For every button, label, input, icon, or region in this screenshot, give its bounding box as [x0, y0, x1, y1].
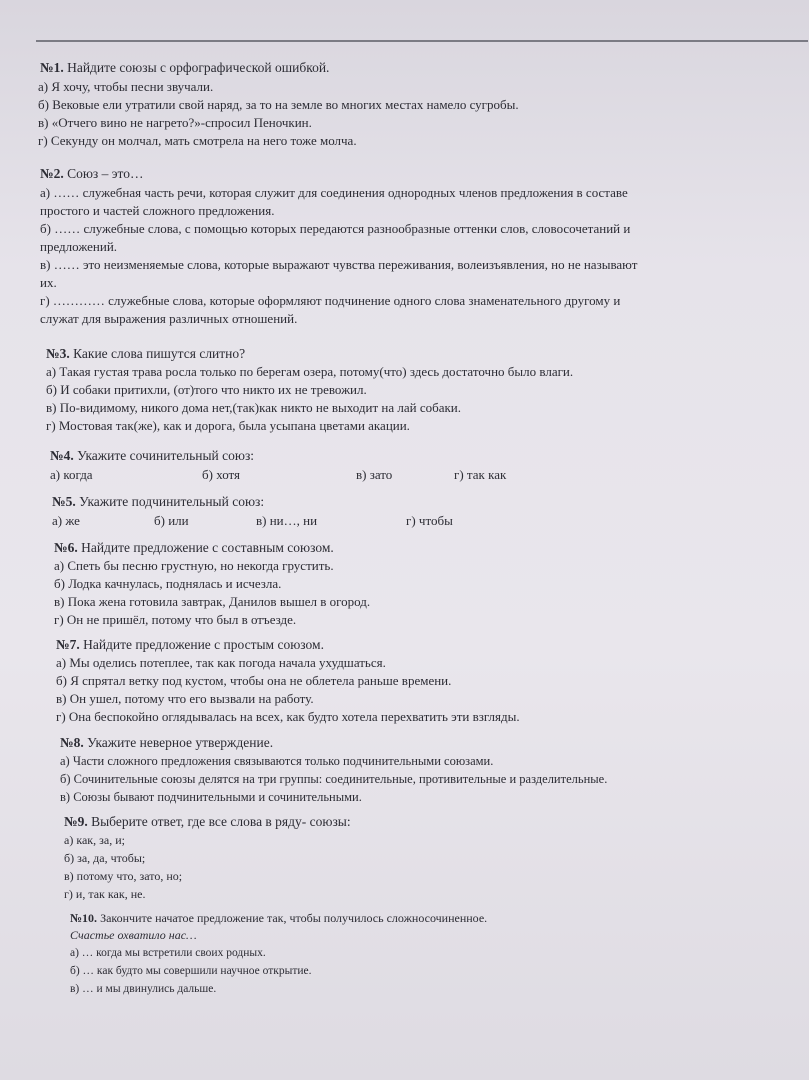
question-9-number: №9. — [64, 814, 88, 829]
option-d-line-1: г) ………… служебные слова, которые оформляют подчинение одного слова знаменательного другому и — [40, 293, 621, 308]
option-c: в) Он ушел, потому что его вызвали на работу. — [56, 691, 314, 706]
option-a: а) Части сложного предложения связываются только подчинительными союзами. — [60, 754, 494, 768]
question-1-title — [40, 60, 809, 76]
option-a: а) Спеть бы песню грустную, но некогда грустить. — [54, 558, 334, 573]
question-5-title — [52, 494, 809, 510]
option-a-line-2: простого и частей сложного предложения. — [40, 203, 275, 218]
question-4-title — [50, 448, 809, 464]
header-rule — [36, 40, 808, 42]
question-2-text: Союз – это… — [67, 166, 144, 181]
option-c: в) … и мы двинулись дальше. — [70, 983, 217, 995]
option-d: г) и, так как, не. — [64, 887, 146, 901]
question-6-number: №6. — [54, 540, 78, 555]
question-10 — [0, 911, 809, 998]
options-row — [0, 467, 809, 485]
option-b: б) И собаки притихли, (от)того что никто их не тревожил. — [46, 382, 367, 397]
question-3-text: Какие слова пишутся слитно? — [73, 346, 246, 361]
option-a: а) … когда мы встретили своих родных. — [70, 947, 266, 959]
question-4-number: №4. — [50, 448, 74, 463]
question-10-number: №10. — [70, 911, 98, 925]
question-6-text: Найдите предложение с составным союзом. — [81, 540, 334, 555]
option-d: г) Мостовая так(же), как и дорога, была усыпана цветами акации. — [46, 418, 410, 433]
question-5 — [0, 494, 809, 531]
option-b-line-2: предложений. — [40, 239, 118, 254]
option-d-line-2: служат для выражения различных отношений. — [40, 311, 298, 326]
question-8-number: №8. — [60, 735, 84, 750]
option-c: в) Союзы бывают подчинительными и сочинительными. — [60, 790, 362, 804]
question-7 — [0, 637, 809, 726]
option-d: г) Секунду он молчал, мать смотрела на него тоже молча. — [38, 133, 357, 148]
question-3-number: №3. — [46, 346, 70, 361]
question-9 — [0, 814, 809, 903]
question-3-title — [46, 346, 809, 362]
option-c: в) потому что, зато, но; — [64, 869, 183, 883]
option-d: г) Он не пришёл, потому что был в отъезде. — [54, 612, 297, 627]
option-b: б) Вековые ели утратили свой наряд, за то на земле во многих местах намело сугробы. — [38, 97, 519, 112]
question-4-text: Укажите сочинительный союз: — [77, 448, 255, 463]
question-7-number: №7. — [56, 637, 80, 652]
question-7-text: Найдите предложение с простым союзом. — [83, 637, 324, 652]
option-b: б) или — [154, 513, 189, 528]
question-2-number: №2. — [40, 166, 64, 181]
option-a: а) Я хочу, чтобы песни звучали. — [38, 79, 214, 94]
question-8-title — [60, 735, 809, 751]
options-row — [0, 513, 809, 531]
option-b: б) Лодка качнулась, поднялась и исчезла. — [54, 576, 282, 591]
question-8 — [0, 735, 809, 806]
question-9-title — [64, 814, 809, 830]
option-b: б) хотя — [202, 467, 241, 482]
question-2 — [0, 166, 809, 328]
question-6 — [0, 540, 809, 629]
question-1-number: №1. — [40, 60, 64, 75]
question-1 — [0, 60, 809, 150]
question-1-text: Найдите союзы с орфографической ошибкой. — [67, 60, 330, 75]
question-6-title — [54, 540, 809, 556]
question-5-text: Укажите подчинительный союз: — [79, 494, 265, 509]
question-3 — [0, 346, 809, 435]
option-d: г) Она беспокойно оглядывалась на всех, как будто хотела перехватить эти взгляды. — [56, 709, 520, 724]
option-b: б) Сочинительные союзы делятся на три группы: соединительные, противительные и разделительные. — [60, 772, 608, 786]
option-a: а) когда — [50, 467, 93, 482]
option-a: а) Мы оделись потеплее, так как погода начала ухудшаться. — [56, 655, 386, 670]
question-5-number: №5. — [52, 494, 76, 509]
option-c-line-1: в) …… это неизменяемые слова, которые выражают чувства переживания, волеизъявления, но не называют — [40, 257, 638, 272]
option-b: б) … как будто мы совершили научное открытие. — [70, 965, 312, 977]
question-10-prompt: Счастье охватило нас… — [70, 928, 197, 942]
option-c: в) ни…, ни — [256, 513, 318, 528]
option-b: б) за, да, чтобы; — [64, 851, 146, 865]
question-2-title — [40, 166, 809, 182]
option-a: а) Такая густая трава росла только по берегам озера, потому(что) здесь достаточно было влаги. — [46, 364, 574, 379]
option-d: г) чтобы — [406, 513, 453, 528]
option-c-line-2: их. — [40, 275, 57, 290]
option-a: а) же — [52, 513, 80, 528]
option-a: а) как, за, и; — [64, 833, 125, 847]
option-c: в) Пока жена готовила завтрак, Данилов вышел в огород. — [54, 594, 371, 609]
option-c: в) «Отчего вино не нагрето?»-спросил Пеночкин. — [38, 115, 312, 130]
question-10-text: Закончите начатое предложение так, чтобы получилось сложносочиненное. — [100, 911, 488, 925]
question-10-title — [70, 911, 809, 926]
option-d: г) так как — [454, 467, 507, 482]
option-b-line-1: б) …… служебные слова, с помощью которых передаются разнообразные оттенки слов, словосочетаний и — [40, 221, 631, 236]
question-9-text: Выберите ответ, где все слова в ряду- союзы: — [91, 814, 351, 829]
option-a-line-1: а) …… служебная часть речи, которая служит для соединения однородных членов предложения в составе — [40, 185, 628, 200]
question-8-text: Укажите неверное утверждение. — [87, 735, 274, 750]
option-c: в) зато — [356, 467, 393, 482]
question-7-title — [56, 637, 809, 653]
question-4 — [0, 448, 809, 485]
option-b: б) Я спрятал ветку под кустом, чтобы она не облетела раньше времени. — [56, 673, 452, 688]
option-c: в) По-видимому, никого дома нет,(так)как никто не выходит на лай собаки. — [46, 400, 461, 415]
